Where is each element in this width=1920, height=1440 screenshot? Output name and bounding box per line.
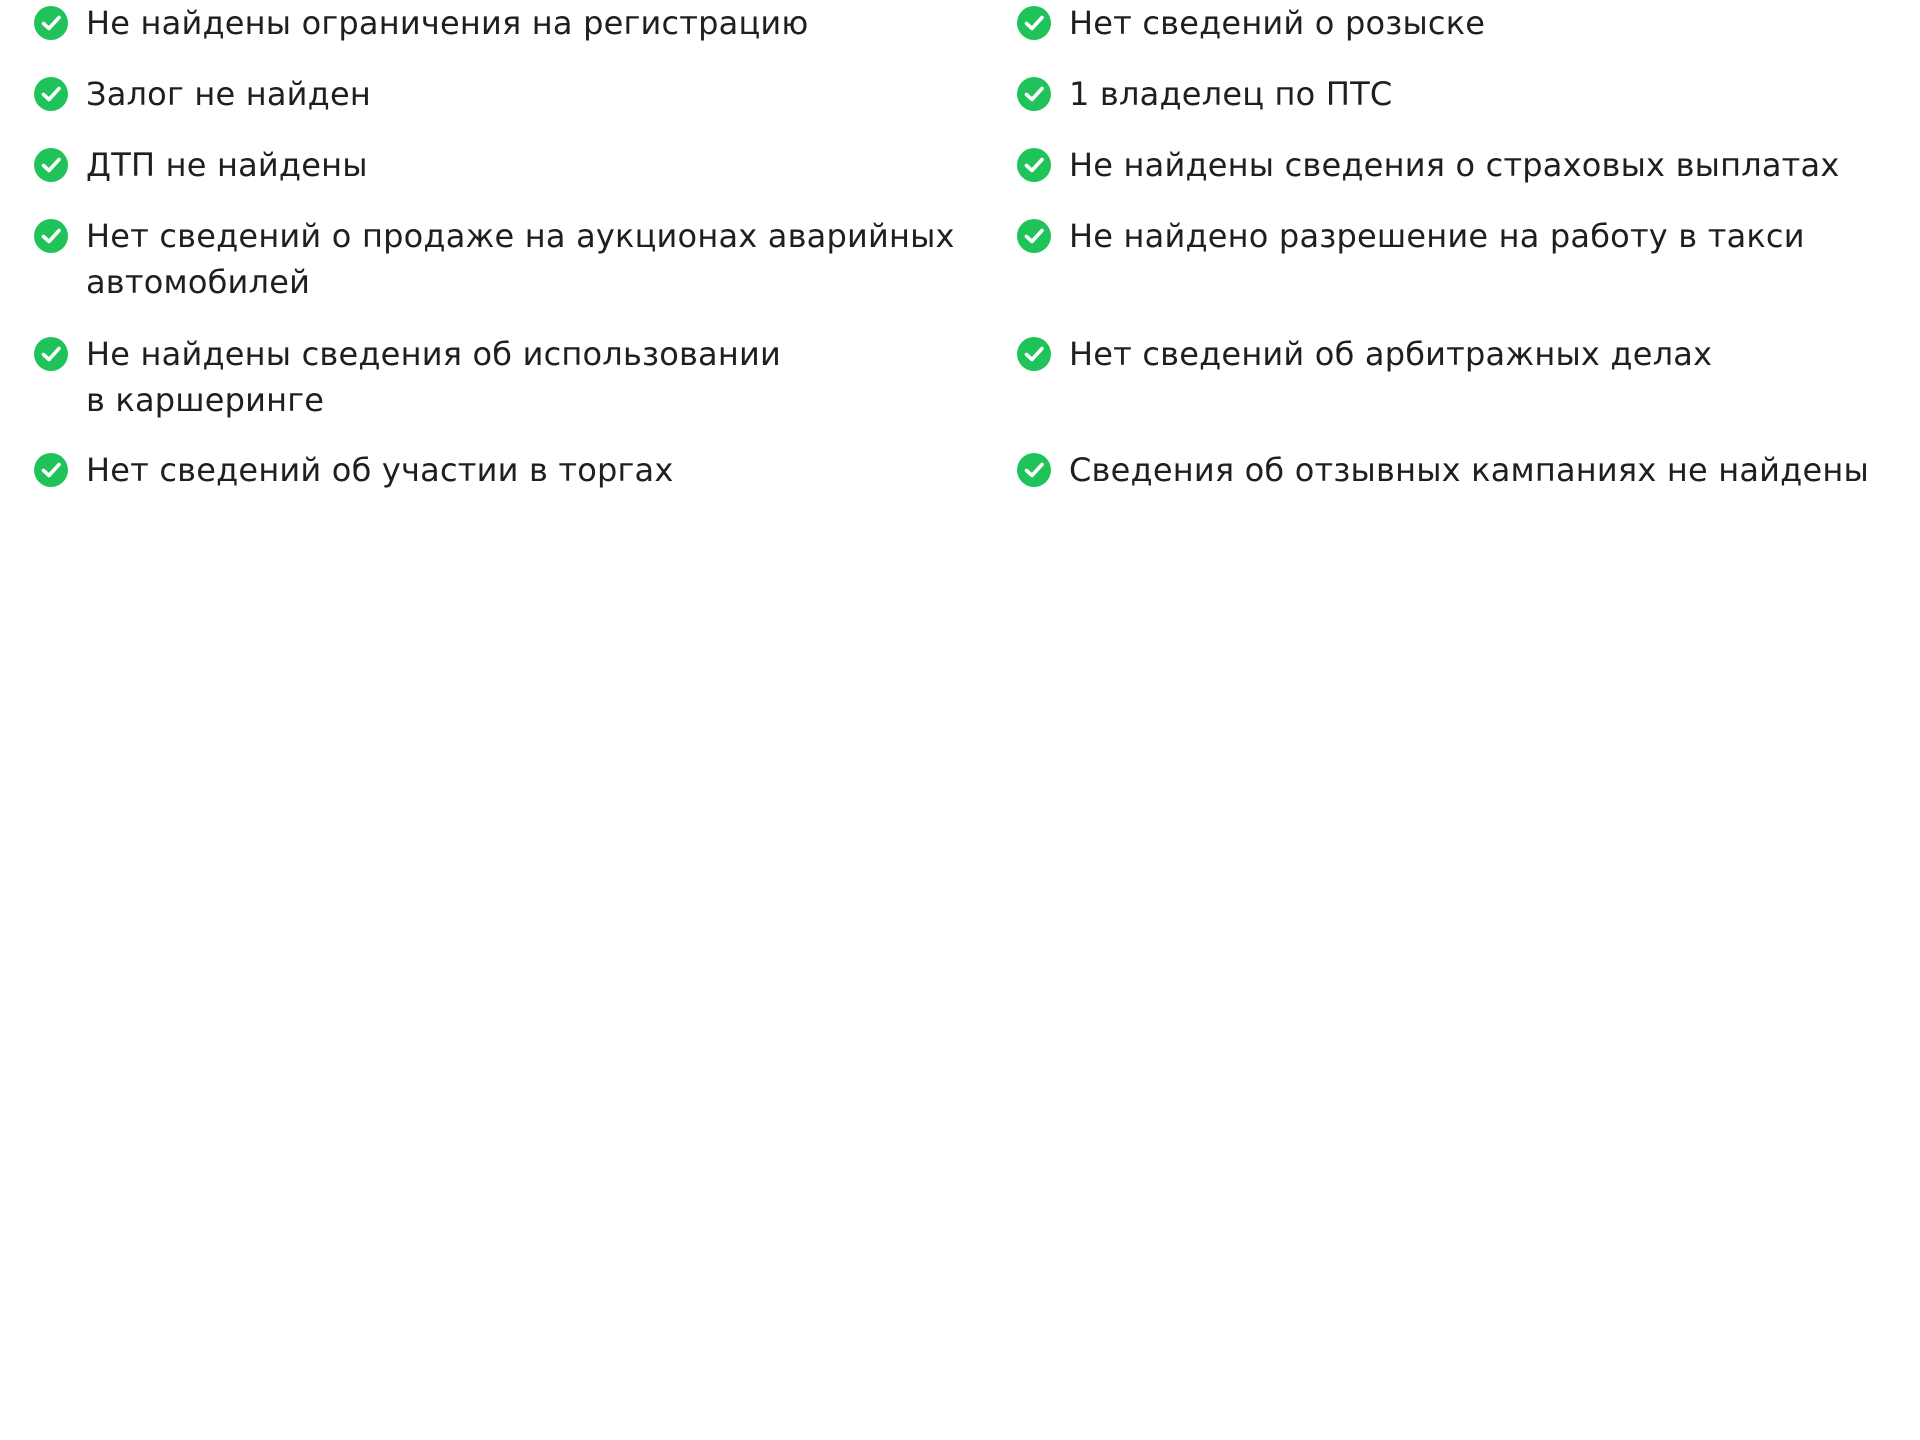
check-label: Нет сведений о продаже на аукционах аварийных автомобилей (86, 217, 955, 301)
check-label: 1 владелец по ПТС (1069, 75, 1393, 113)
check-circle-icon (1017, 337, 1051, 371)
check-circle-icon (1017, 148, 1051, 182)
check-circle-icon (34, 337, 68, 371)
check-item (34, 142, 1017, 213)
check-label: Не найдены сведения о страховых выплатах (1069, 146, 1840, 184)
check-label: Нет сведений об арбитражных делах (1069, 335, 1713, 373)
check-item (34, 447, 1017, 518)
check-item (34, 331, 1017, 447)
check-item (34, 0, 1017, 71)
check-circle-icon (34, 219, 68, 253)
check-circle-icon (34, 77, 68, 111)
check-label: ДТП не найдены (86, 146, 368, 184)
check-circle-icon (34, 6, 68, 40)
check-item (34, 213, 1017, 331)
check-item (34, 71, 1017, 142)
check-item (1017, 0, 1894, 71)
check-label: Залог не найден (86, 75, 371, 113)
check-label: Нет сведений о розыске (1069, 4, 1486, 42)
vehicle-check-results (34, 0, 1894, 518)
check-item (1017, 213, 1894, 331)
check-item (1017, 71, 1894, 142)
check-label: Сведения об отзывных кампаниях не найдены (1069, 451, 1869, 489)
check-label: Нет сведений об участии в торгах (86, 451, 674, 489)
check-circle-icon (34, 148, 68, 182)
check-label: Не найдены сведения об использовании в каршеринге (86, 335, 781, 419)
check-circle-icon (1017, 219, 1051, 253)
check-item (1017, 142, 1894, 213)
check-item (1017, 447, 1894, 518)
check-circle-icon (1017, 453, 1051, 487)
check-item (1017, 331, 1894, 447)
check-circle-icon (1017, 77, 1051, 111)
check-label: Не найдены ограничения на регистрацию (86, 4, 809, 42)
check-label: Не найдено разрешение на работу в такси (1069, 217, 1805, 255)
check-circle-icon (1017, 6, 1051, 40)
check-circle-icon (34, 453, 68, 487)
